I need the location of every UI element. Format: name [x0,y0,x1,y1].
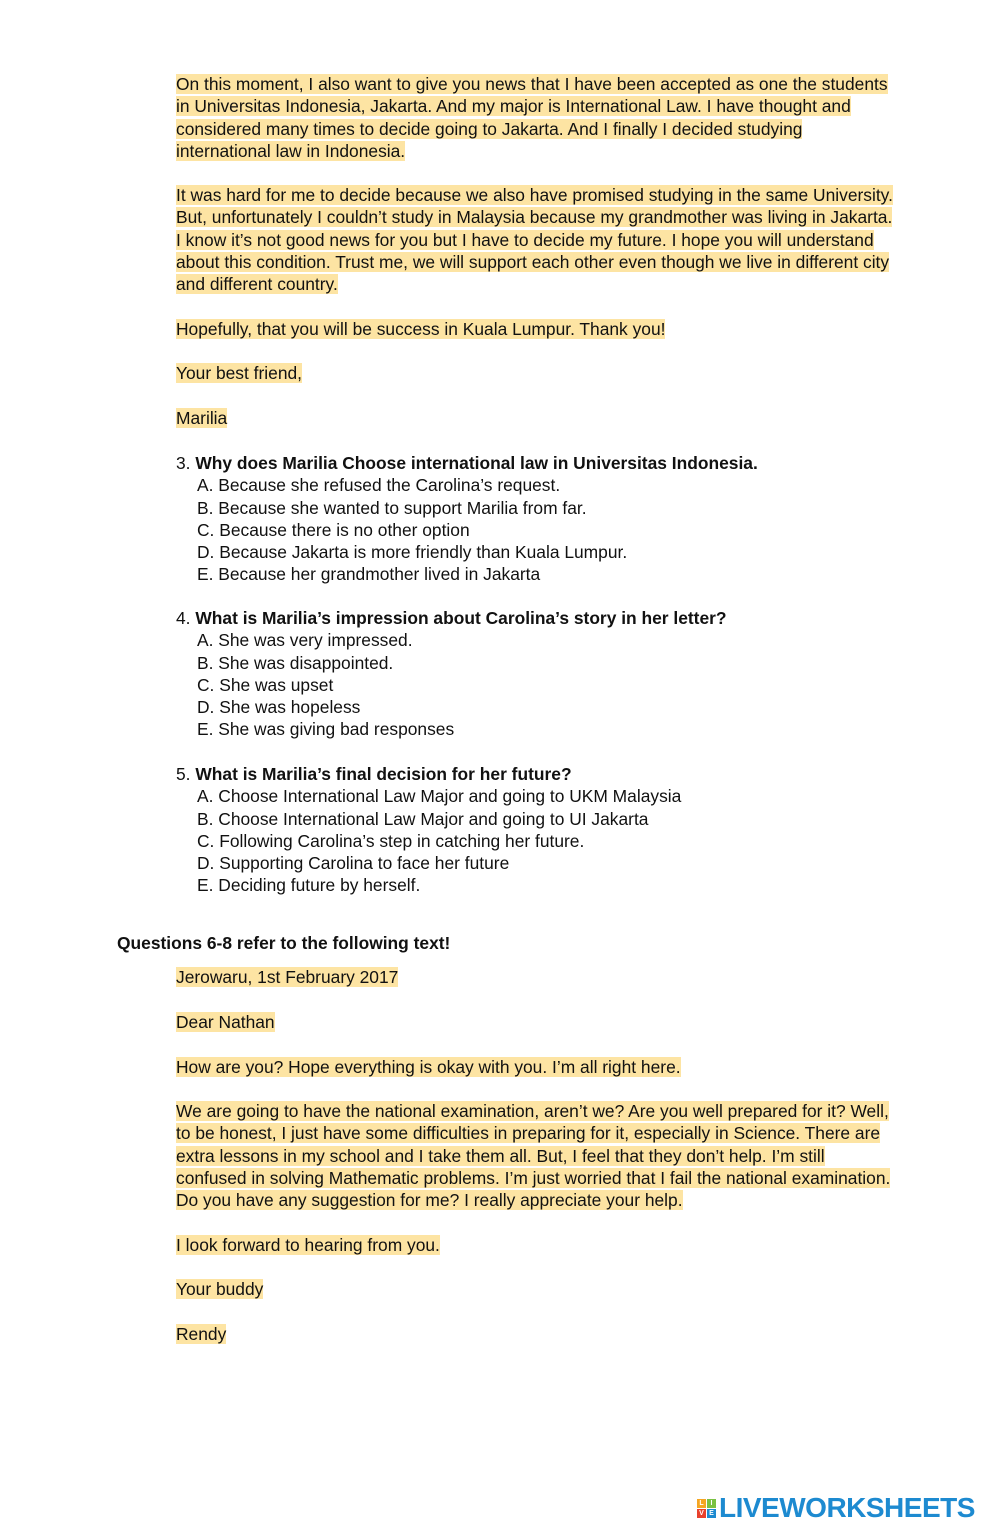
question-stem: 4. What is Marilia’s impression about Carolina’s story in her letter? [176,608,727,628]
letter1-signature: Marilia [176,408,228,428]
letter2-signoff: Your buddy [176,1279,264,1299]
option-b[interactable]: B. Because she wanted to support Marilia from far. [197,497,587,518]
letter1-signoff: Your best friend, [176,363,303,383]
question-stem: 3. Why does Marilia Choose international law in Universitas Indonesia. [176,453,758,473]
option-b[interactable]: B. She was disappointed. [197,652,394,673]
option-d[interactable]: D. She was hopeless [197,697,361,718]
option-b[interactable]: B. Choose International Law Major and going to UI Jakarta [197,808,649,829]
answer-options [176,629,936,740]
question-3 [176,452,936,586]
letter2-opening: How are you? Hope everything is okay with you. I’m all right here. [176,1057,681,1077]
letter1-paragraph-decision: It was hard for me to decide because we also have promised studying in the same University. But, unfortunately I couldn’t study in Malaysia because my grandmother was living in Jakarta. I know it’s not good news for you but I have to decide my future. I hope you will understand about this condition. Trust me, we will support each other even though we live in different city and different country. [176,185,893,295]
letter2-greeting: Dear Nathan [176,1012,275,1032]
logo-text: LIVEWORKSHEETS [719,1492,975,1523]
letter1-closing-wish: Hopefully, that you will be success in Kuala Lumpur. Thank you! [176,319,666,339]
option-c[interactable]: C. She was upset [197,674,334,695]
answer-options [176,474,936,585]
letter2-signature: Rendy [176,1324,227,1344]
option-c[interactable]: C. Because there is no other option [197,519,470,540]
logo-mark-icon: L I V E [697,1499,716,1518]
question-stem: 5. What is Marilia’s final decision for her future? [176,764,572,784]
option-d[interactable]: D. Because Jakarta is more friendly than Kuala Lumpur. [197,542,628,563]
letter1-paragraph-news: On this moment, I also want to give you news that I have been accepted as one the students in Universitas Indonesia, Jakarta. And my major is International Law. I have thought and considered many times to decide going to Jakarta. And I finally I decided studying international law in Indonesia. [176,74,888,161]
option-d[interactable]: D. Supporting Carolina to face her future [197,853,510,874]
option-a[interactable]: A. Because she refused the Carolina’s request. [197,475,561,496]
letter2-closing: I look forward to hearing from you. [176,1235,440,1255]
option-e[interactable]: E. Deciding future by herself. [197,875,421,896]
option-c[interactable]: C. Following Carolina’s step in catching her future. [197,830,585,851]
answer-options [176,785,936,896]
question-5 [176,763,936,897]
option-e[interactable]: E. Because her grandmother lived in Jakarta [197,564,541,585]
letter2-body: We are going to have the national examination, aren’t we? Are you well prepared for it? Well, to be honest, I just have some difficulties in preparing for it, especially in Science. There are extra lessons in my school and I take them all. But, I feel that they don’t help. I’m still confused in solving Mathematic problems. I’m just worried that I fail the national examination. Do you have any suggestion for me? I really appreciate your help. [176,1101,891,1211]
option-a[interactable]: A. She was very impressed. [197,630,413,651]
question-4 [176,607,936,741]
section-heading: Questions 6-8 refer to the following text! [117,933,451,953]
letter2-date: Jerowaru, 1st February 2017 [176,967,399,987]
option-a[interactable]: A. Choose International Law Major and going to UKM Malaysia [197,786,682,807]
liveworksheets-logo [697,1492,975,1524]
option-e[interactable]: E. She was giving bad responses [197,719,455,740]
